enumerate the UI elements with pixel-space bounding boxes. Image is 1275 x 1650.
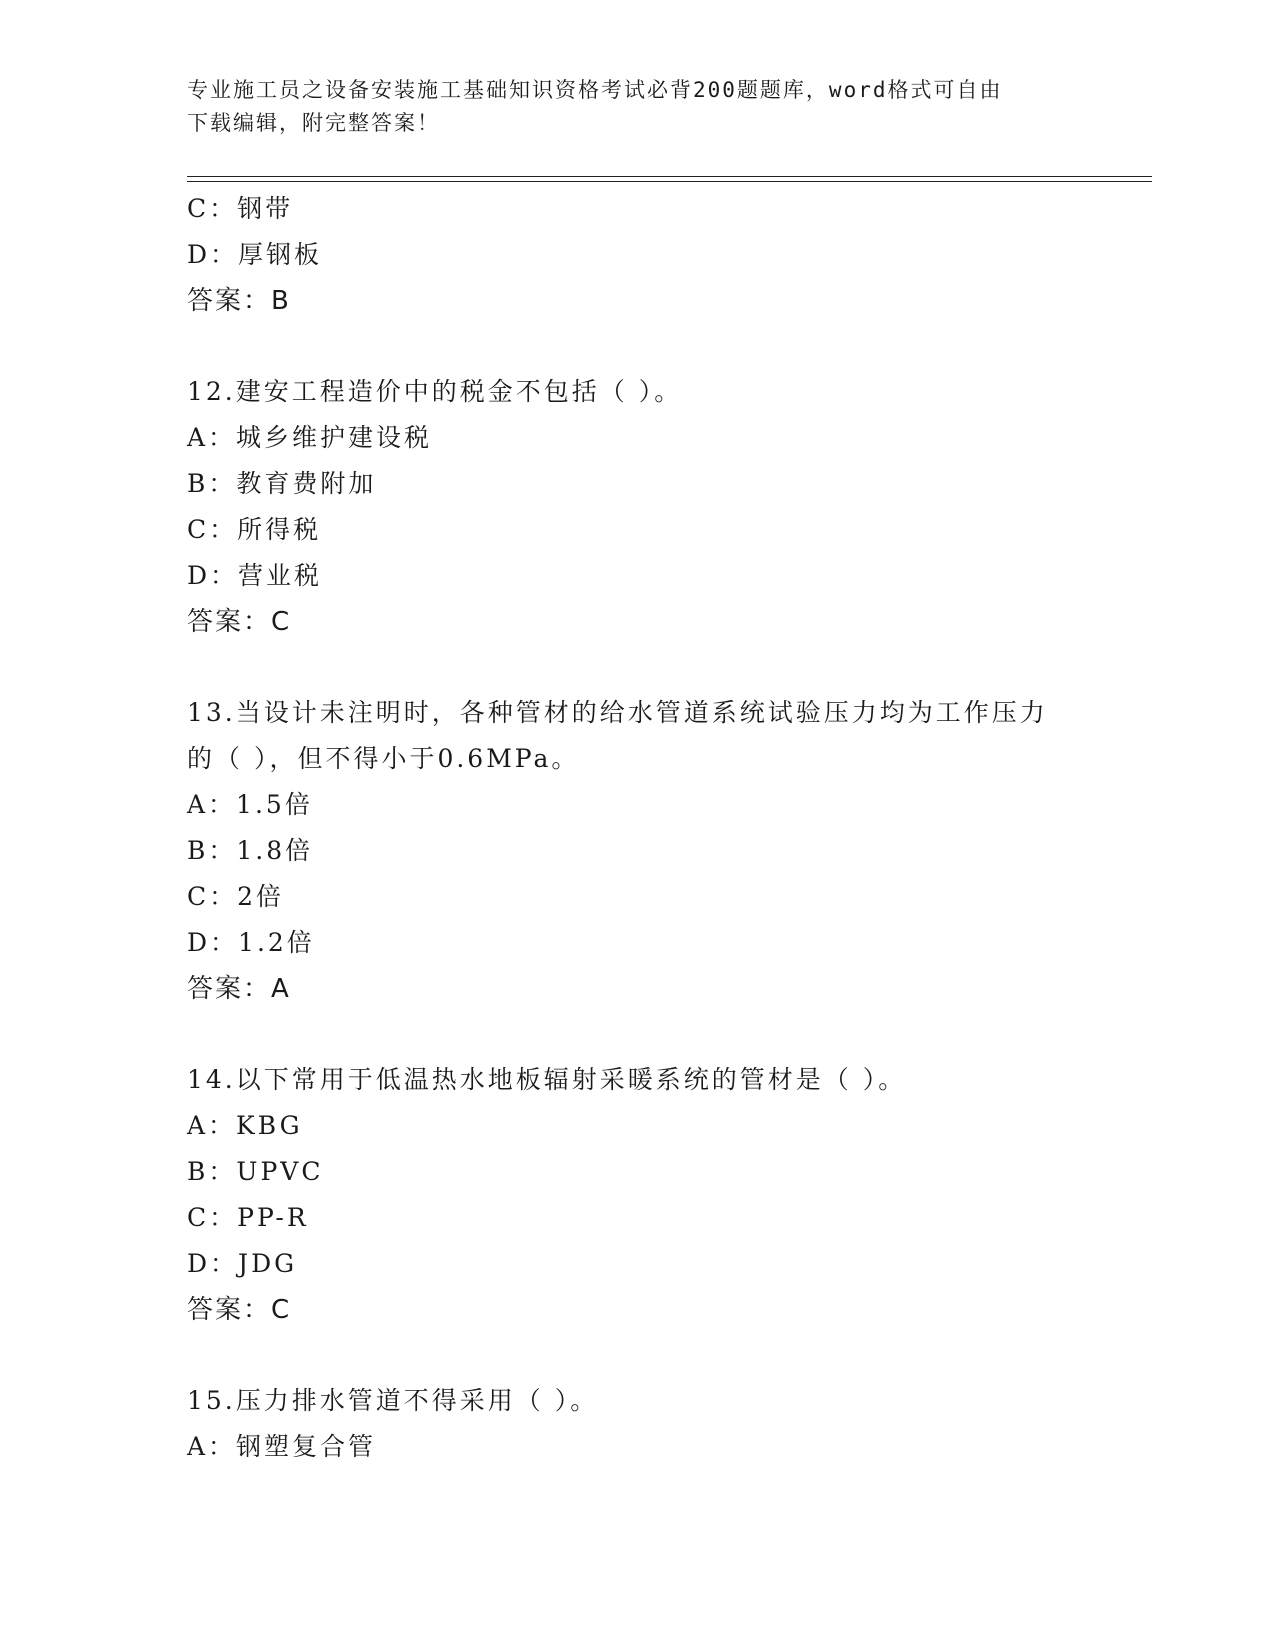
question-block-13 (187, 690, 1087, 1012)
question-stem: 14.以下常用于低温热水地板辐射采暖系统的管材是（ ）。 (187, 1065, 907, 1094)
option-a: A：KBG (187, 1111, 303, 1140)
answer-line: 答案：C (187, 1295, 292, 1325)
answer-line: 答案：A (187, 974, 291, 1004)
header-line-2: 下载编辑，附完整答案！ (187, 111, 440, 135)
option-a: A：钢塑复合管 (187, 1432, 377, 1461)
option-d: D：厚钢板 (187, 240, 323, 269)
option-c: C：PP-R (187, 1203, 309, 1232)
question-stem: 15.压力排水管道不得采用（ ）。 (187, 1386, 599, 1415)
option-d: D：JDG (187, 1249, 298, 1278)
question-stem-line-2: 的（ ），但不得小于0.6MPa。 (187, 744, 580, 773)
option-c: C：钢带 (187, 194, 294, 223)
answer-line: 答案：C (187, 607, 292, 637)
option-b: B：1.8倍 (187, 836, 314, 865)
question-block-11 (187, 186, 1087, 324)
answer-line: 答案：B (187, 286, 291, 316)
option-d: D：1.2倍 (187, 928, 315, 957)
header-rule-bottom (187, 181, 1152, 182)
question-list (187, 186, 1087, 1470)
header-line-1: 专业施工员之设备安装施工基础知识资格考试必背200题题库，word格式可自由 (187, 78, 1003, 102)
question-stem-line-1: 13.当设计未注明时，各种管材的给水管道系统试验压力均为工作压力 (187, 698, 1048, 727)
option-b: B：教育费附加 (187, 469, 377, 498)
option-b: B：UPVC (187, 1157, 324, 1186)
question-block-15 (187, 1378, 1087, 1470)
question-block-14 (187, 1057, 1087, 1333)
option-d: D：营业税 (187, 561, 323, 590)
option-a: A：城乡维护建设税 (187, 423, 433, 452)
option-c: C：2倍 (187, 882, 285, 911)
header-rule-top (187, 176, 1152, 177)
question-stem: 12.建安工程造价中的税金不包括（ ）。 (187, 377, 683, 406)
option-c: C：所得税 (187, 515, 322, 544)
document-header (187, 74, 1067, 140)
question-block-12 (187, 369, 1087, 645)
option-a: A：1.5倍 (187, 790, 313, 819)
